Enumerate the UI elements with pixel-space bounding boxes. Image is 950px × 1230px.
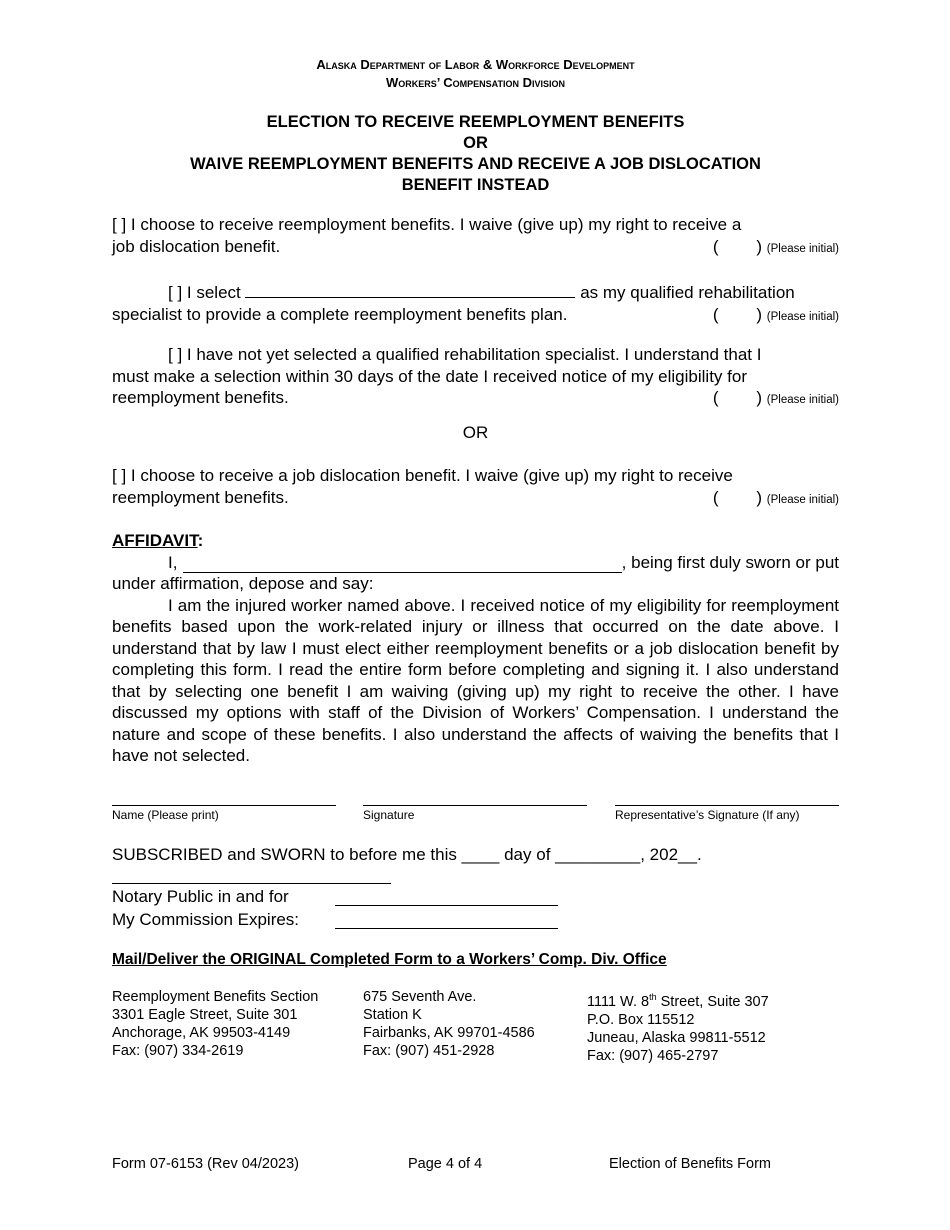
please-initial-label: (Please initial)	[766, 394, 839, 406]
initial-box-2[interactable]	[713, 304, 839, 329]
office-anchorage	[112, 988, 318, 1060]
no-specialist-line-1: [ ] I have not yet selected a qualified rehabilitation specialist. I understand that I	[168, 345, 762, 364]
signature-label: Signature	[363, 808, 415, 822]
or-separator: OR	[462, 423, 489, 442]
office-line: Juneau, Alaska 99811-5512	[587, 1029, 766, 1046]
commission-expires-line[interactable]	[335, 928, 558, 929]
specialist-name-field[interactable]	[245, 280, 575, 298]
office-line: 3301 Eagle Street, Suite 301	[112, 1007, 298, 1023]
notary-label: Notary Public in and for	[112, 887, 289, 906]
initial-parens: ( )	[712, 304, 763, 324]
option-reemployment	[112, 214, 839, 257]
office-line	[587, 988, 769, 1011]
office-line: 675 Seventh Ave.	[363, 989, 477, 1005]
option-reemployment-line-2: job dislocation benefit.	[112, 236, 281, 256]
title-line-3: WAIVE REEMPLOYMENT BENEFITS AND RECEIVE A JOB DISLOCATION	[190, 155, 761, 173]
affidavit-i: I,	[168, 552, 178, 572]
affidavit-heading	[112, 530, 839, 552]
office-line: Anchorage, AK 99503-4149	[112, 1025, 291, 1041]
title-line-2: OR	[463, 134, 488, 152]
footer-form-number: Form 07-6153 (Rev 04/2023)	[112, 1156, 299, 1172]
office-fax: Fax: (907) 334-2619	[112, 1043, 244, 1059]
affidavit-sworn-line-2: under affirmation, depose and say:	[112, 574, 374, 593]
form-title	[112, 112, 839, 196]
initial-parens: ( )	[712, 236, 763, 256]
affidavit-section	[112, 530, 839, 767]
name-print-label: Name (Please print)	[112, 808, 219, 822]
department-name: Alaska Department of Labor & Workforce Development	[316, 57, 635, 72]
office-line: Station K	[363, 1007, 422, 1023]
office-line: Fairbanks, AK 99701-4586	[363, 1025, 535, 1041]
affidavit-colon: :	[197, 531, 204, 550]
office-street-a: 1111 W. 8	[587, 993, 650, 1010]
initial-box-1[interactable]	[713, 236, 839, 261]
office-fax: Fax: (907) 465-2797	[587, 1047, 719, 1064]
initial-box-4[interactable]	[713, 487, 839, 512]
initial-box-3[interactable]	[713, 387, 839, 412]
office-street-b: Street, Suite 307	[656, 993, 769, 1010]
job-dislocation-line-2: reemployment benefits.	[112, 487, 289, 507]
no-specialist-line-3: reemployment benefits.	[112, 388, 289, 407]
commission-label: My Commission Expires:	[112, 910, 300, 929]
rep-signature-label: Representative’s Signature (If any)	[615, 808, 800, 822]
notary-location-line[interactable]	[335, 905, 558, 906]
signature-line[interactable]	[363, 805, 587, 806]
affidavit-body: I am the injured worker named above. I received notice of my eligibility for reemployment benefits based upon the work-related injury or illness that occurred on the date above. I understand that by law I must elect either reemployment benefits or a job dislocation benefit by completing this form. I read the entire form before completing and signing it. I also understand that by selecting one benefit I am waiving (giving up) my right to receive the other. I have discussed my options with staff of the Division of Workers’ Compensation. I understand the nature and scope of these benefits. I also understand the affects of waiving the benefits that I have not selected.	[112, 595, 839, 765]
footer-page-number: Page 4 of 4	[408, 1156, 483, 1172]
mail-heading: Mail/Deliver the ORIGINAL Completed Form to a Workers’ Comp. Div. Office	[112, 951, 667, 968]
affidavit-sworn-suffix: , being first duly sworn or put	[621, 552, 839, 572]
office-line: P.O. Box 115512	[587, 1011, 695, 1028]
please-initial-label: (Please initial)	[766, 242, 839, 255]
affiant-name-field[interactable]	[183, 555, 621, 573]
option-no-specialist	[112, 344, 839, 409]
subscribed-sworn-text: SUBSCRIBED and SWORN to before me this ____ day of _________, 202__.	[112, 845, 702, 864]
rep-signature-line[interactable]	[615, 805, 839, 806]
title-line-4: BENEFIT INSTEAD	[401, 176, 550, 194]
office-fax: Fax: (907) 451-2928	[363, 1043, 495, 1059]
option-select-specialist	[112, 280, 839, 325]
initial-parens: ( )	[712, 487, 763, 507]
notary-signature-line[interactable]	[112, 883, 391, 884]
please-initial-label: (Please initial)	[766, 493, 839, 506]
select-specialist-prefix: [ ] I select	[168, 283, 241, 302]
office-juneau	[587, 988, 769, 1065]
form-header	[112, 56, 839, 92]
affidavit-heading-text: AFFIDAVIT	[112, 531, 198, 550]
no-specialist-line-2: must make a selection within 30 days of the date I received notice of my eligibility for	[112, 366, 747, 386]
please-initial-label: (Please initial)	[766, 310, 839, 323]
footer-form-name: Election of Benefits Form	[609, 1156, 771, 1172]
office-fairbanks	[363, 988, 535, 1060]
division-name: Workers’ Compensation Division	[385, 75, 565, 90]
initial-parens: ( )	[712, 388, 763, 407]
select-specialist-line-2: specialist to provide a complete reemployment benefits plan.	[112, 304, 568, 324]
name-print-line[interactable]	[112, 805, 336, 806]
office-street-sup: th	[649, 992, 657, 1002]
job-dislocation-line-1: [ ] I choose to receive a job dislocation benefit. I waive (give up) my right to receive	[112, 466, 733, 485]
title-line-1: ELECTION TO RECEIVE REEMPLOYMENT BENEFITS	[266, 113, 685, 131]
office-line: Reemployment Benefits Section	[112, 989, 319, 1005]
option-reemployment-line-1: [ ] I choose to receive reemployment benefits. I waive (give up) my right to receive a	[112, 215, 742, 234]
select-specialist-suffix: as my qualified rehabilitation	[580, 283, 795, 302]
option-job-dislocation	[112, 465, 839, 508]
